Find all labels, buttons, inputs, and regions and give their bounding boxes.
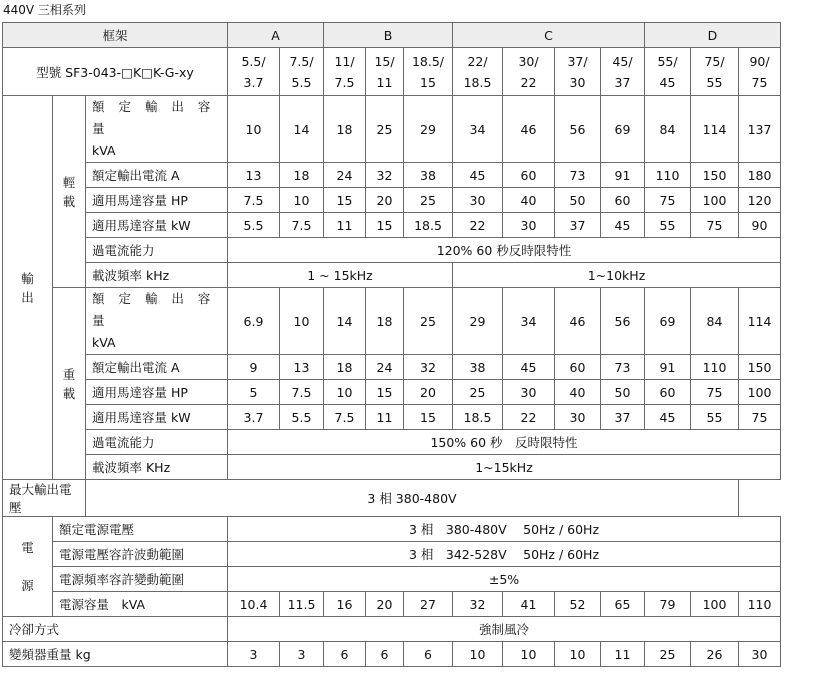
model-cell: 5.5/ 3.7 [228,48,280,96]
value-cell: 40 [555,380,601,405]
value-cell: 26 [691,642,739,667]
light-current-label: 額定輸出電流 A [86,163,228,188]
value-cell: 3 [228,642,280,667]
value-cell: 45 [601,213,645,238]
value-cell: 84 [691,288,739,355]
value-cell: 25 [404,188,453,213]
value-cell: 32 [404,355,453,380]
value-cell: 91 [645,355,691,380]
value-cell: 10 [453,642,503,667]
value-cell: 100 [691,592,739,617]
heavy-carrier-label: 載波頻率 KHz [86,455,228,480]
value-cell: 73 [601,355,645,380]
model-label: 型號 SF3-043-□K□K-G-xy [3,48,228,96]
value-cell: 18 [280,163,324,188]
value-cell: 25 [645,642,691,667]
value-cell: 100 [739,380,781,405]
value-cell: 30 [503,213,555,238]
light-motor-kw-row [3,213,781,238]
model-row [3,48,781,96]
value-cell: 37 [601,405,645,430]
value-cell: 10.4 [228,592,280,617]
freq-range-row [3,567,781,592]
light-carrier-label: 載波頻率 kHz [86,263,228,288]
value-cell: 3 [280,642,324,667]
light-motor-hp-label: 適用馬達容量 HP [86,188,228,213]
value-cell: 45 [503,355,555,380]
frame-group: B [324,23,453,48]
heavy-capacity-label: 額 定 輸 出 容 量 kVA [86,288,228,355]
value-cell: 52 [555,592,601,617]
value-cell: 18 [324,96,366,163]
heavy-carrier-row [3,455,781,480]
value-cell: 137 [739,96,781,163]
freq-range-value: ±5% [228,567,781,592]
value-cell: 7.5 [280,213,324,238]
value-cell: 5.5 [228,213,280,238]
value-cell: 15 [404,405,453,430]
value-cell: 91 [601,163,645,188]
value-cell: 30 [739,642,781,667]
value-cell: 29 [404,96,453,163]
value-cell: 60 [601,188,645,213]
value-cell: 6 [404,642,453,667]
light-carrier-row [3,263,781,288]
heavy-load-label: 重 載 [53,288,86,480]
cooling-label: 冷卻方式 [3,617,228,642]
power-section-label: 電 源 [3,517,53,617]
heavy-overcurrent-label: 過電流能力 [86,430,228,455]
value-cell: 29 [453,288,503,355]
value-cell: 20 [366,592,404,617]
model-cell: 18.5/ 15 [404,48,453,96]
max-voltage-row [3,480,781,517]
value-cell: 25 [366,96,404,163]
value-cell: 180 [739,163,781,188]
value-cell: 10 [555,642,601,667]
value-cell: 114 [691,96,739,163]
value-cell: 50 [601,380,645,405]
value-cell: 18.5 [453,405,503,430]
cooling-value: 強制風冷 [228,617,781,642]
value-cell: 55 [691,405,739,430]
value-cell: 110 [691,355,739,380]
value-cell: 150 [691,163,739,188]
light-capacity-label: 額 定 輸 出 容 量 kVA [86,96,228,163]
value-cell: 18 [324,355,366,380]
light-overcurrent-label: 過電流能力 [86,238,228,263]
value-cell: 16 [324,592,366,617]
light-overcurrent-value: 120% 60 秒反時限特性 [228,238,781,263]
value-cell: 10 [280,188,324,213]
value-cell: 10 [503,642,555,667]
heavy-capacity-row [3,288,781,355]
value-cell: 84 [645,96,691,163]
freq-range-label: 電源頻率容許變動範圍 [53,567,228,592]
value-cell: 7.5 [324,405,366,430]
value-cell: 18 [366,288,404,355]
light-carrier-value-left: 1 ~ 15kHz [228,263,453,288]
model-cell: 7.5/ 5.5 [280,48,324,96]
value-cell: 75 [691,380,739,405]
value-cell: 75 [645,188,691,213]
value-cell: 25 [404,288,453,355]
model-cell: 75/ 55 [691,48,739,96]
max-voltage-value: 3 相 380-480V [86,480,739,517]
value-cell: 10 [324,380,366,405]
rated-voltage-row [3,517,781,542]
value-cell: 38 [404,163,453,188]
value-cell: 11 [601,642,645,667]
value-cell: 3.7 [228,405,280,430]
value-cell: 38 [453,355,503,380]
power-capacity-row [3,592,781,617]
value-cell: 10 [280,288,324,355]
model-cell: 11/ 7.5 [324,48,366,96]
frame-group: A [228,23,324,48]
value-cell: 30 [453,188,503,213]
value-cell: 37 [555,213,601,238]
value-cell: 69 [601,96,645,163]
value-cell: 32 [366,163,404,188]
value-cell: 7.5 [280,380,324,405]
voltage-range-value: 3 相 342-528V 50Hz / 60Hz [228,542,781,567]
voltage-range-label: 電源電壓容許波動範圍 [53,542,228,567]
model-cell: 37/ 30 [555,48,601,96]
heavy-carrier-value: 1~15kHz [228,455,781,480]
value-cell: 90 [739,213,781,238]
value-cell: 114 [739,288,781,355]
value-cell: 22 [503,405,555,430]
value-cell: 14 [324,288,366,355]
value-cell: 60 [645,380,691,405]
cooling-row [3,617,781,642]
rated-voltage-label: 額定電源電壓 [53,517,228,542]
value-cell: 79 [645,592,691,617]
value-cell: 65 [601,592,645,617]
heavy-overcurrent-row [3,430,781,455]
value-cell: 41 [503,592,555,617]
value-cell: 24 [366,355,404,380]
light-capacity-row [3,96,781,163]
voltage-range-row [3,542,781,567]
value-cell: 73 [555,163,601,188]
value-cell: 75 [691,213,739,238]
value-cell: 5.5 [280,405,324,430]
model-cell: 22/ 18.5 [453,48,503,96]
value-cell: 15 [366,213,404,238]
value-cell: 30 [555,405,601,430]
frame-label: 框架 [3,23,228,48]
value-cell: 15 [324,188,366,213]
value-cell: 110 [739,592,781,617]
value-cell: 56 [601,288,645,355]
value-cell: 24 [324,163,366,188]
value-cell: 14 [280,96,324,163]
value-cell: 11 [324,213,366,238]
light-load-label: 輕 載 [53,96,86,288]
light-motor-kw-label: 適用馬達容量 kW [86,213,228,238]
value-cell: 46 [555,288,601,355]
model-cell: 90/ 75 [739,48,781,96]
value-cell: 11.5 [280,592,324,617]
value-cell: 25 [453,380,503,405]
value-cell: 60 [503,163,555,188]
value-cell: 30 [503,380,555,405]
rated-voltage-value: 3 相 380-480V 50Hz / 60Hz [228,517,781,542]
value-cell: 110 [645,163,691,188]
value-cell: 34 [503,288,555,355]
value-cell: 6 [324,642,366,667]
light-carrier-value-right: 1~10kHz [453,263,781,288]
value-cell: 45 [645,405,691,430]
weight-row [3,642,781,667]
output-section-label: 輸 出 [3,96,53,480]
light-current-row [3,163,781,188]
value-cell: 6.9 [228,288,280,355]
value-cell: 55 [645,213,691,238]
weight-label: 變頻器重量 kg [3,642,228,667]
value-cell: 150 [739,355,781,380]
value-cell: 18.5 [404,213,453,238]
heavy-motor-kw-row [3,405,781,430]
model-cell: 30/ 22 [503,48,555,96]
value-cell: 100 [691,188,739,213]
model-cell: 15/ 11 [366,48,404,96]
value-cell: 6 [366,642,404,667]
value-cell: 10 [228,96,280,163]
power-capacity-label: 電源容量 kVA [53,592,228,617]
spec-table [2,22,781,667]
heavy-current-label: 額定輸出電流 A [86,355,228,380]
frame-row [3,23,781,48]
value-cell: 11 [366,405,404,430]
value-cell: 69 [645,288,691,355]
frame-group: C [453,23,645,48]
heavy-motor-kw-label: 適用馬達容量 kW [86,405,228,430]
light-overcurrent-row [3,238,781,263]
frame-group: D [645,23,781,48]
value-cell: 15 [366,380,404,405]
value-cell: 34 [453,96,503,163]
heavy-overcurrent-value: 150% 60 秒 反時限特性 [228,430,781,455]
value-cell: 40 [503,188,555,213]
value-cell: 120 [739,188,781,213]
heavy-motor-hp-label: 適用馬達容量 HP [86,380,228,405]
light-motor-hp-row [3,188,781,213]
heavy-current-row [3,355,781,380]
value-cell: 56 [555,96,601,163]
max-voltage-label: 最大輸出電壓 [3,480,86,517]
value-cell: 45 [453,163,503,188]
value-cell: 7.5 [228,188,280,213]
value-cell: 75 [739,405,781,430]
value-cell: 20 [404,380,453,405]
model-cell: 55/ 45 [645,48,691,96]
value-cell: 13 [280,355,324,380]
model-cell: 45/ 37 [601,48,645,96]
value-cell: 13 [228,163,280,188]
heavy-motor-hp-row [3,380,781,405]
value-cell: 46 [503,96,555,163]
table-caption: 440V 三相系列 [3,3,86,17]
value-cell: 60 [555,355,601,380]
value-cell: 27 [404,592,453,617]
value-cell: 50 [555,188,601,213]
value-cell: 9 [228,355,280,380]
value-cell: 32 [453,592,503,617]
value-cell: 20 [366,188,404,213]
value-cell: 5 [228,380,280,405]
value-cell: 22 [453,213,503,238]
